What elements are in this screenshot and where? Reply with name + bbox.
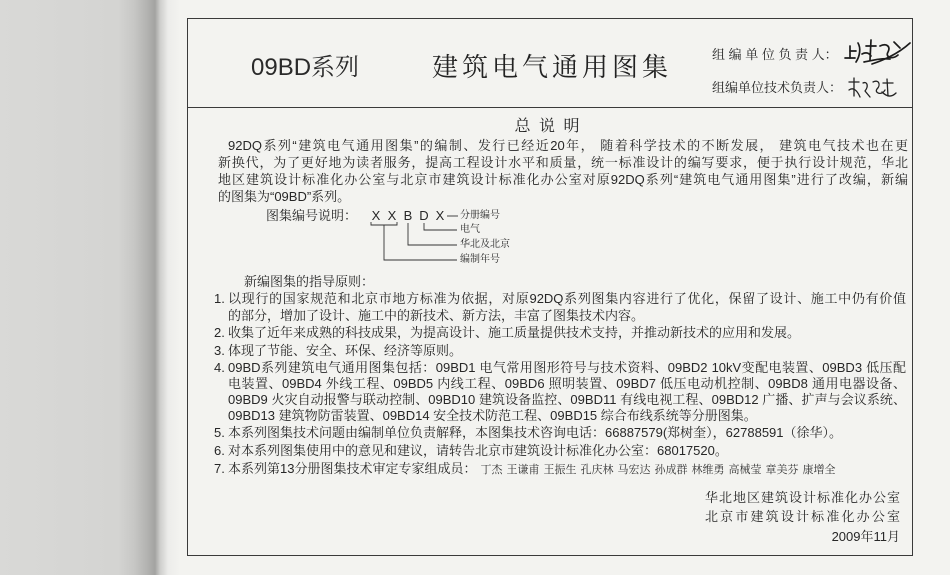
intro-line: 的图集为“09BD”系列。 — [218, 189, 351, 204]
section-title: 总 说 明 — [514, 118, 582, 135]
intro-line: 92DQ系列“建筑电气通用图集”的编制、发行已经近20年， 随着科学技术的不断发展， 建筑电气技术也在更 — [228, 138, 908, 153]
code-letter: X — [387, 208, 397, 223]
item-line: 09BD9 火灾自动报警与联动控制、09BD10 建筑设备监控、09BD11 有线电视工程、09BD12 广播、扩声与会议系统、 — [228, 392, 906, 407]
item-number: 6. — [214, 443, 225, 458]
unit-leader-signature — [842, 34, 912, 70]
header-divider — [187, 107, 913, 108]
item-number: 3. — [214, 343, 225, 358]
item-line: 对本系列图集使用中的意见和建议，请转告北京市建筑设计标准化办公室：68017520。 — [228, 443, 728, 458]
code-part-label: 电气 — [460, 224, 480, 235]
item-number: 7. — [214, 461, 225, 476]
code-part-label: 华北及北京 — [460, 239, 510, 250]
atlas-title: 建筑电气通用图集 — [432, 52, 673, 82]
code-letter: B — [403, 208, 413, 223]
item-line: 本系列图集技术问题由编制单位负责解释，本图集技术咨询电话：66887579(郑树奎），62788591（徐华）。 — [228, 425, 843, 440]
item-number: 4. — [214, 360, 225, 375]
expert-name: 高械莹 — [728, 464, 762, 476]
item-line: 收集了近年来成熟的科技成果，为提高设计、施工质量提供技术支持，并推动新技术的应用和发展。 — [228, 325, 801, 340]
tech-leader-label: 组编单位技术负责人： — [712, 80, 843, 95]
principles-heading: 新编图集的指导原则： — [244, 274, 375, 289]
issuer-north-china: 华北地区建筑设计标准化办公室 — [705, 490, 900, 505]
issue-date: 2009年11月 — [831, 529, 900, 544]
item-number: 1. — [214, 291, 225, 306]
item-line-experts — [228, 461, 839, 478]
item-line: 体现了节能、安全、环保、经济等原则。 — [228, 343, 463, 358]
code-letter: X — [435, 208, 445, 223]
experts-label: 本系列第13分册图集技术审定专家组成员： — [228, 461, 477, 476]
item-number: 5. — [214, 425, 225, 440]
issuer-beijing: 北京市建筑设计标准化办公室 — [705, 509, 900, 524]
code-letter: X — [371, 208, 381, 223]
item-line: 09BD系列建筑电气通用图集包括：09BD1 电气常用图形符号与技术资料、09BD2 10kV变配电装置、09BD3 低压配 — [228, 360, 906, 375]
item-line: 09BD13 建筑物防雷装置、09BD14 安全技术防范工程、09BD15 综合布线系统等分册图集。 — [228, 408, 757, 423]
item-line: 的部分，增加了设计、施工中的新技术、新方法，丰富了图集技术内容。 — [228, 308, 645, 323]
tech-leader-signature — [846, 76, 898, 102]
expert-name: 王振生 — [543, 464, 577, 476]
expert-name: 丁杰 — [480, 464, 503, 476]
expert-name: 章美芬 — [765, 464, 799, 476]
intro-line: 新换代，为了更好地为读者服务，提高工程设计水平和质量，统一标准设计的编写要求，便于执行设计规范，华北 — [218, 155, 908, 170]
item-line: 以现行的国家规范和北京市地方标准为依据，对原92DQ系列图集内容进行了优化，保留了设计、施工中仍有价值 — [228, 291, 906, 306]
item-number: 2. — [214, 325, 225, 340]
expert-name: 王谦甫 — [506, 464, 540, 476]
numbering-label: 图集编号说明： — [266, 208, 358, 223]
expert-name: 马宏达 — [617, 464, 651, 476]
numbering-leader-lines — [360, 205, 460, 267]
series-name: 09BD系列 — [251, 54, 360, 81]
item-line: 电装置、09BD4 外线工程、09BD5 内线工程、09BD6 照明装置、09BD7 低压电动机控制、09BD8 通用电器设备、 — [228, 376, 906, 391]
intro-line: 地区建筑设计标准化办公室与北京市建筑设计标准化办公室对原92DQ系列“建筑电气通用图集”进行了改编，新编 — [218, 172, 908, 187]
expert-name: 康增全 — [802, 464, 836, 476]
expert-name: 林维勇 — [691, 464, 725, 476]
unit-leader-label: 组 编 单 位 负 责 人： — [712, 47, 838, 62]
expert-name: 孙成群 — [654, 464, 688, 476]
code-letter: D — [419, 208, 429, 223]
expert-name: 孔庆林 — [580, 464, 614, 476]
experts-list — [480, 461, 839, 476]
code-part-label: 分册编号 — [460, 210, 500, 221]
code-part-label: 编制年号 — [460, 254, 500, 265]
